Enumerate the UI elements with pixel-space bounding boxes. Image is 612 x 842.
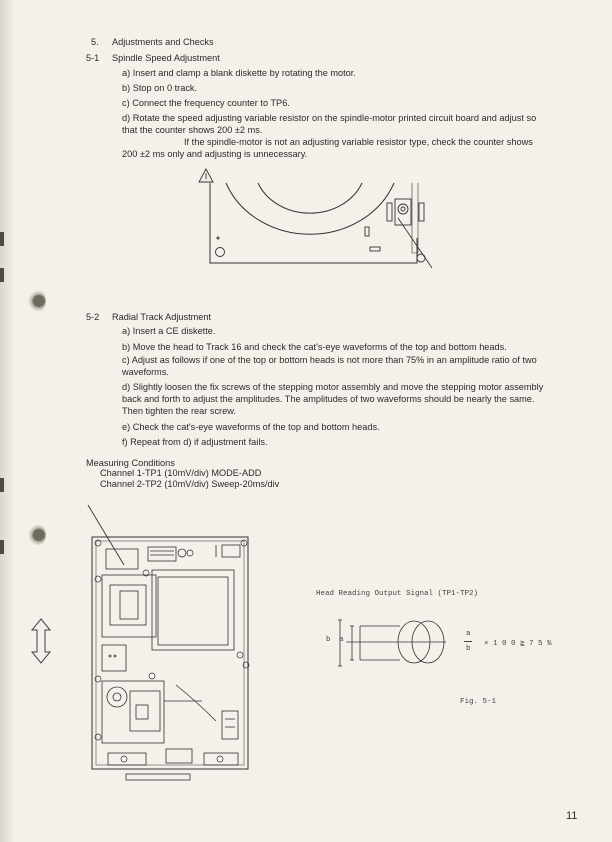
label-b: b [326,636,331,644]
step-d: d) Rotate the speed adjusting variable resistor on the spindle-motor printed circuit board and adjust so that the counter shows 200 ±2 ms. [122,113,537,135]
adjusting-resistor [387,199,432,268]
measuring-line: Channel 1-TP1 (10mV/div) MODE-ADD [100,468,262,478]
step-e: e) Check the cat's-eye waveforms of the top and bottom heads. [122,422,380,432]
drive-board-diagram [80,505,280,790]
section-title: Spindle Speed Adjustment [112,53,220,63]
move-direction-arrow-icon [30,618,52,664]
step-b: b) Stop on 0 track. [122,83,198,93]
heading-title: Adjustments and Checks [112,37,214,47]
step-d: d) Slightly loosen the fix screws of the stepping motor assembly and move the stepping motor assembly back and forth to adjust the amplitudes. The amplitudes of two waveforms should be nearly the same. Then tighten the rear screw. [122,382,544,416]
step-f: f) Repeat from d) if adjustment fails. [122,437,268,447]
step-a: a) Insert and clamp a blank diskette by rotating the motor. [122,68,356,78]
step-b: b) Move the head to Track 16 and check the cat's-eye waveforms of the top and bottom heads. [122,342,507,352]
edge-mark [0,268,4,282]
cats-eye-waveform [322,614,482,674]
section-number: 5-1 [86,53,100,63]
heading-number: 5. [91,37,99,47]
edge-mark [0,540,4,554]
fraction-bar [464,641,472,642]
section-number: 5-2 [86,312,100,322]
step-c: c) Connect the frequency counter to TP6. [122,98,290,108]
figure-caption: Fig. 5-1 [460,698,497,706]
fraction-denominator: b [466,645,471,653]
step-a: a) Insert a CE diskette. [122,326,216,336]
label-a: a [339,636,344,644]
signal-label: Head Reading Output Signal (TP1-TP2) [316,590,479,598]
spindle-diagram [180,158,460,298]
measuring-line: Channel 2-TP2 (10mV/div) Sweep-20ms/div [100,479,280,489]
section-title: Radial Track Adjustment [112,312,212,322]
amplitude-formula: × 1 0 0 ≧ 7 5 % [484,640,552,648]
note-line: 200 ±2 ms only and adjusting is unnecessary. [122,149,308,159]
step-c: c) Adjust as follows if one of the top or bottom heads is not more than 75% in an amplitude ratio of two waveforms. [122,355,537,377]
warning-triangle-icon [199,169,213,182]
page-number: 11 [566,810,578,822]
note-line: If the spindle-motor is not an adjusting variable resistor type, check the counter shows [184,137,533,147]
binder-hole-bottom [28,524,46,546]
binder-hole-top [28,290,46,312]
page-edge [0,0,14,842]
drive-outline [210,183,418,263]
edge-mark [0,478,4,492]
edge-mark [0,232,4,246]
fraction-numerator: a [466,630,471,638]
measuring-title: Measuring Conditions [86,458,175,468]
